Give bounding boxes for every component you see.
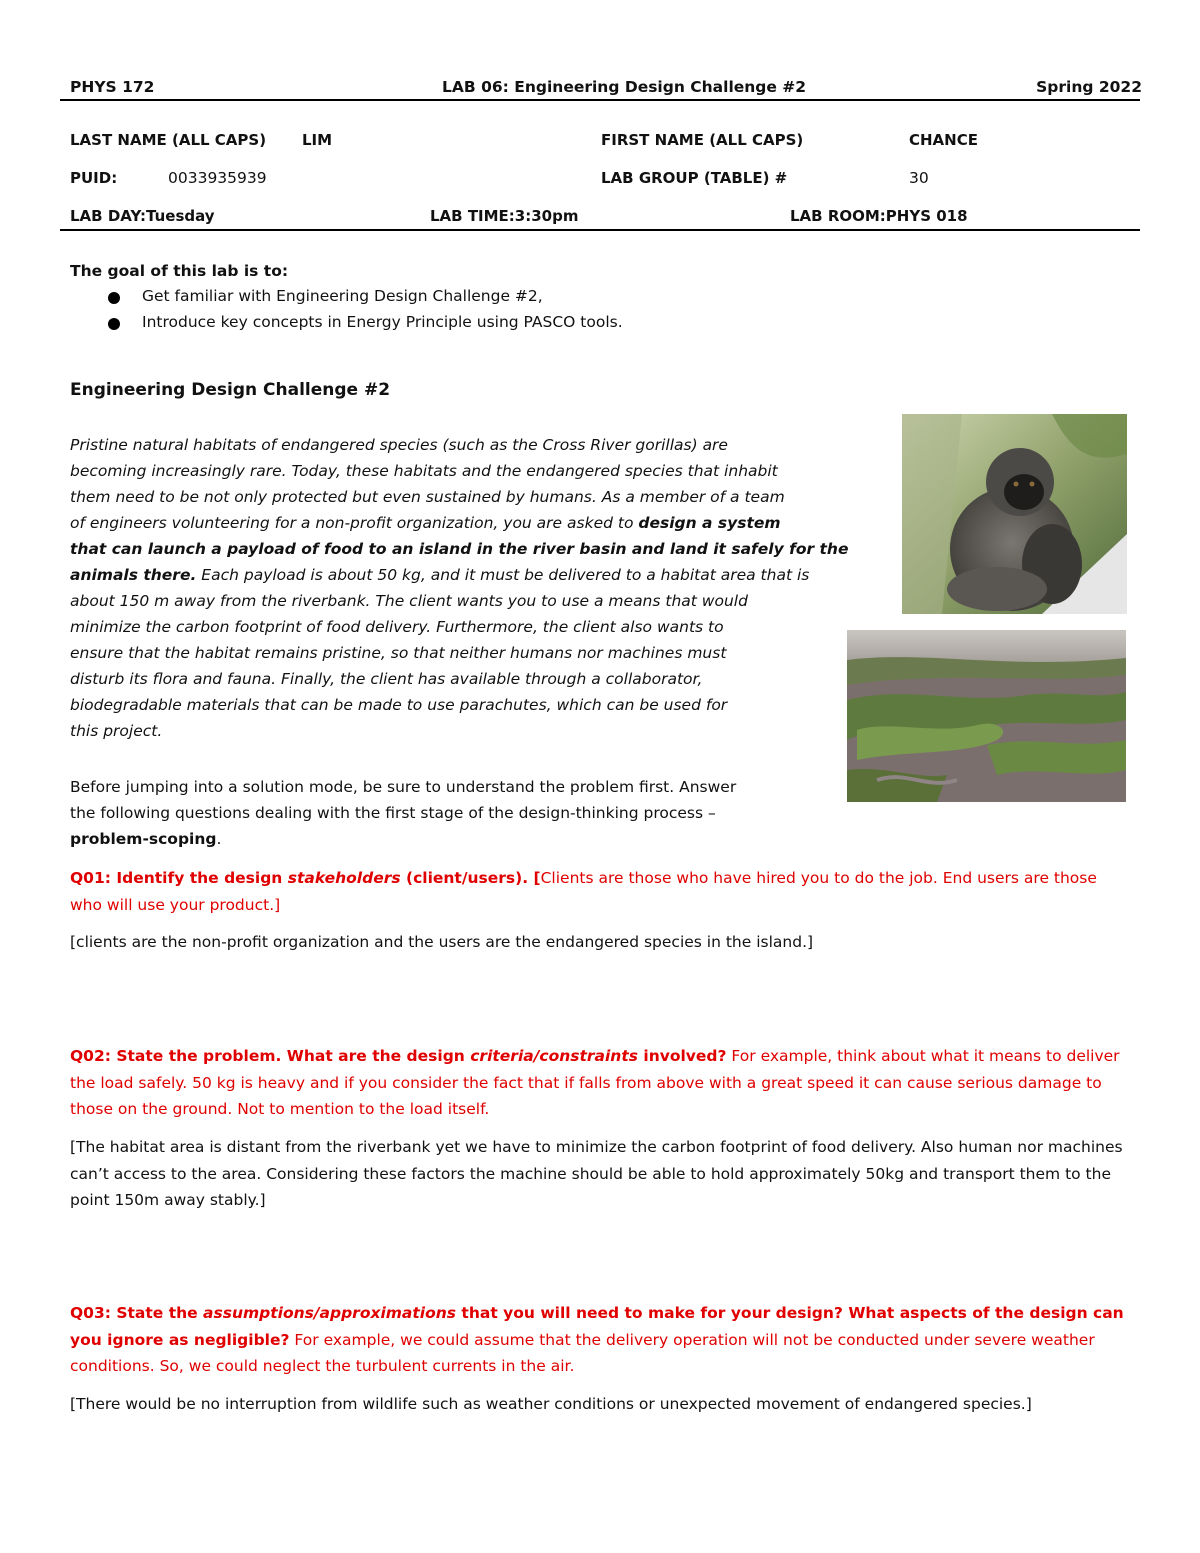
header-rule	[60, 99, 1140, 101]
puid-value: 0033935939	[168, 169, 267, 187]
first-name-value: CHANCE	[909, 131, 978, 149]
paragraph-line: the following questions dealing with the first stage of the design-thinking process –	[70, 804, 716, 822]
answer-2[interactable]: [The habitat area is distant from the riverbank yet we have to minimize the carbon footprint of food delivery. Also human nor machines can’t access to the area. Considering these factors the machine should be able to hold approximately 50kg and transport them to the point 150m away stably.]	[70, 1138, 1123, 1209]
bullet-icon	[108, 292, 120, 304]
puid-label: PUID:	[70, 169, 118, 187]
bullet-icon	[108, 318, 120, 330]
term: Spring 2022	[1036, 78, 1142, 96]
paragraph-line: about 150 m away from the riverbank. The client wants you to use a means that would	[70, 592, 748, 610]
paragraph-line: biodegradable materials that can be made to use parachutes, which can be used for	[70, 696, 728, 714]
question-3: Q03: State the assumptions/approximations that you will need to make for your design? What aspects of the design can you ignore as negligible? For example, we could assume that the delivery operation will not be conducted under severe weather conditions. So, we could neglect the turbulent currents in the air.	[70, 1304, 1124, 1375]
gorilla-photo	[902, 414, 1127, 614]
lab-title: LAB 06: Engineering Design Challenge #2	[442, 78, 807, 96]
paragraph-line: Before jumping into a solution mode, be sure to understand the problem first. Answer	[70, 778, 737, 796]
info-rule	[60, 229, 1140, 231]
goal-item: Get familiar with Engineering Design Challenge #2,	[142, 287, 543, 305]
paragraph-line: that can launch a payload of food to an island in the river basin and land it safely for the	[70, 540, 849, 558]
paragraph-line: becoming increasingly rare. Today, these habitats and the endangered species that inhabit	[70, 462, 778, 480]
paragraph-line: problem-scoping.	[70, 830, 222, 848]
challenge-paragraph	[70, 432, 870, 744]
intro-paragraph	[70, 774, 840, 852]
goal-item: Introduce key concepts in Energy Principle using PASCO tools.	[142, 313, 623, 331]
emphasis: animals there.	[70, 566, 197, 584]
paragraph-line: this project.	[70, 722, 163, 740]
answer-1[interactable]: [clients are the non-profit organization and the users are the endangered species in the island.]	[70, 933, 814, 951]
answer-3[interactable]: [There would be no interruption from wildlife such as weather conditions or unexpected movement of endangered species.]	[70, 1395, 1032, 1413]
paragraph-line: Pristine natural habitats of endangered species (such as the Cross River gorillas) are	[70, 436, 728, 454]
paragraph-line: them need to be not only protected but even sustained by humans. As a member of a team	[70, 488, 785, 506]
course-code: PHYS 172	[70, 78, 155, 96]
lab-time: LAB TIME:3:30pm	[430, 207, 579, 225]
section-title: Engineering Design Challenge #2	[70, 380, 391, 400]
paragraph-line: ensure that the habitat remains pristine, so that neither humans nor machines must	[70, 644, 727, 662]
paragraph-line: disturb its flora and fauna. Finally, the client has available through a collaborator,	[70, 670, 703, 688]
lab-group-value: 30	[909, 169, 929, 187]
lab-day: LAB DAY:Tuesday	[70, 207, 215, 225]
paragraph-line: animals there. Each payload is about 50 kg, and it must be delivered to a habitat area that is	[70, 566, 810, 584]
question-2: Q02: State the problem. What are the design criteria/constraints involved? For example, think about what it means to deliver the load safely. 50 kg is heavy and if you consider the fact that if falls from above with a great speed it can cause serious damage to those on the ground. Not to mention to the load itself.	[70, 1047, 1120, 1118]
lab-group-label: LAB GROUP (TABLE) #	[601, 169, 788, 187]
paragraph-line: of engineers volunteering for a non-profit organization, you are asked to design a system	[70, 514, 781, 532]
question-1: Q01: Identify the design stakeholders (client/users). [Clients are those who have hired you to do the job. End users are those who will use your product.]	[70, 869, 1097, 914]
emphasis: design a system	[638, 514, 781, 532]
river-basin-photo	[847, 630, 1126, 802]
last-name-value: LIM	[302, 131, 333, 149]
paragraph-line: minimize the carbon footprint of food delivery. Furthermore, the client also wants to	[70, 618, 724, 636]
first-name-label: FIRST NAME (ALL CAPS)	[601, 131, 804, 149]
last-name-label: LAST NAME (ALL CAPS)	[70, 131, 267, 149]
lab-room: LAB ROOM:PHYS 018	[790, 207, 968, 225]
goals-heading: The goal of this lab is to:	[70, 262, 289, 280]
